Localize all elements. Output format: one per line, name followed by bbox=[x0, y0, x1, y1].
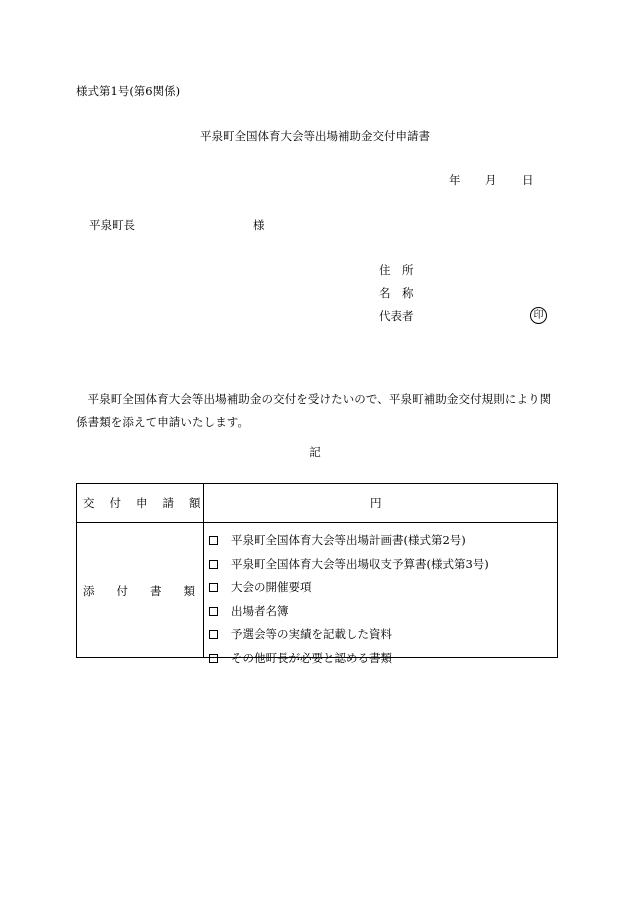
attachment-item bbox=[209, 553, 489, 577]
amount-unit: 円 bbox=[370, 496, 382, 510]
checkbox-icon[interactable] bbox=[209, 536, 218, 545]
checkbox-icon[interactable] bbox=[209, 583, 218, 592]
attachment-label: 平泉町全国体育大会等出場計画書(様式第2号) bbox=[231, 533, 466, 547]
application-table bbox=[76, 483, 558, 665]
checkbox-icon[interactable] bbox=[209, 560, 218, 569]
form-number: 様式第1号(第6関係) bbox=[76, 84, 181, 98]
attachment-item bbox=[209, 600, 489, 624]
body-paragraph: 平泉町全国体育大会等出場補助金の交付を受けたいので、平泉町補助金交付規則により関係書類を添えて申請いたします。 bbox=[76, 391, 552, 429]
attachment-label: 大会の開催要項 bbox=[231, 580, 312, 594]
date-year-label: 年 bbox=[449, 173, 461, 187]
date-day-label: 日 bbox=[522, 173, 534, 187]
addressee-honorific: 様 bbox=[253, 218, 265, 232]
checkbox-icon[interactable] bbox=[209, 607, 218, 616]
attachment-label: 平泉町全国体育大会等出場収支予算書(様式第3号) bbox=[231, 556, 489, 571]
attachment-label: 予選会等の実績を記載した資料 bbox=[231, 627, 392, 641]
document-title: 平泉町全国体育大会等出場補助金交付申請書 bbox=[200, 129, 430, 143]
attachment-label: その他町長が必要と認める書類 bbox=[231, 650, 392, 665]
checkbox-icon[interactable] bbox=[209, 654, 218, 663]
attachment-item bbox=[209, 576, 489, 600]
addressee-name: 平泉町長 bbox=[89, 218, 135, 232]
table-row-divider bbox=[77, 522, 557, 523]
amount-label: 交付申請額 bbox=[83, 496, 216, 510]
attachment-label: 出場者名簿 bbox=[231, 603, 289, 618]
attachment-item bbox=[209, 623, 489, 647]
applicant-address-label: 住 所 bbox=[379, 263, 414, 277]
note-mark: 記 bbox=[309, 445, 321, 459]
attachments-label: 添付書類 bbox=[83, 584, 217, 598]
checkbox-icon[interactable] bbox=[209, 630, 218, 639]
attachments-list bbox=[209, 529, 489, 670]
attachment-item bbox=[209, 647, 489, 671]
attachment-item bbox=[209, 529, 489, 553]
applicant-name-label: 名 称 bbox=[379, 286, 414, 300]
applicant-representative-label: 代表者 bbox=[379, 309, 414, 323]
date-month-label: 月 bbox=[485, 173, 497, 187]
seal-mark: 印 bbox=[530, 307, 547, 324]
